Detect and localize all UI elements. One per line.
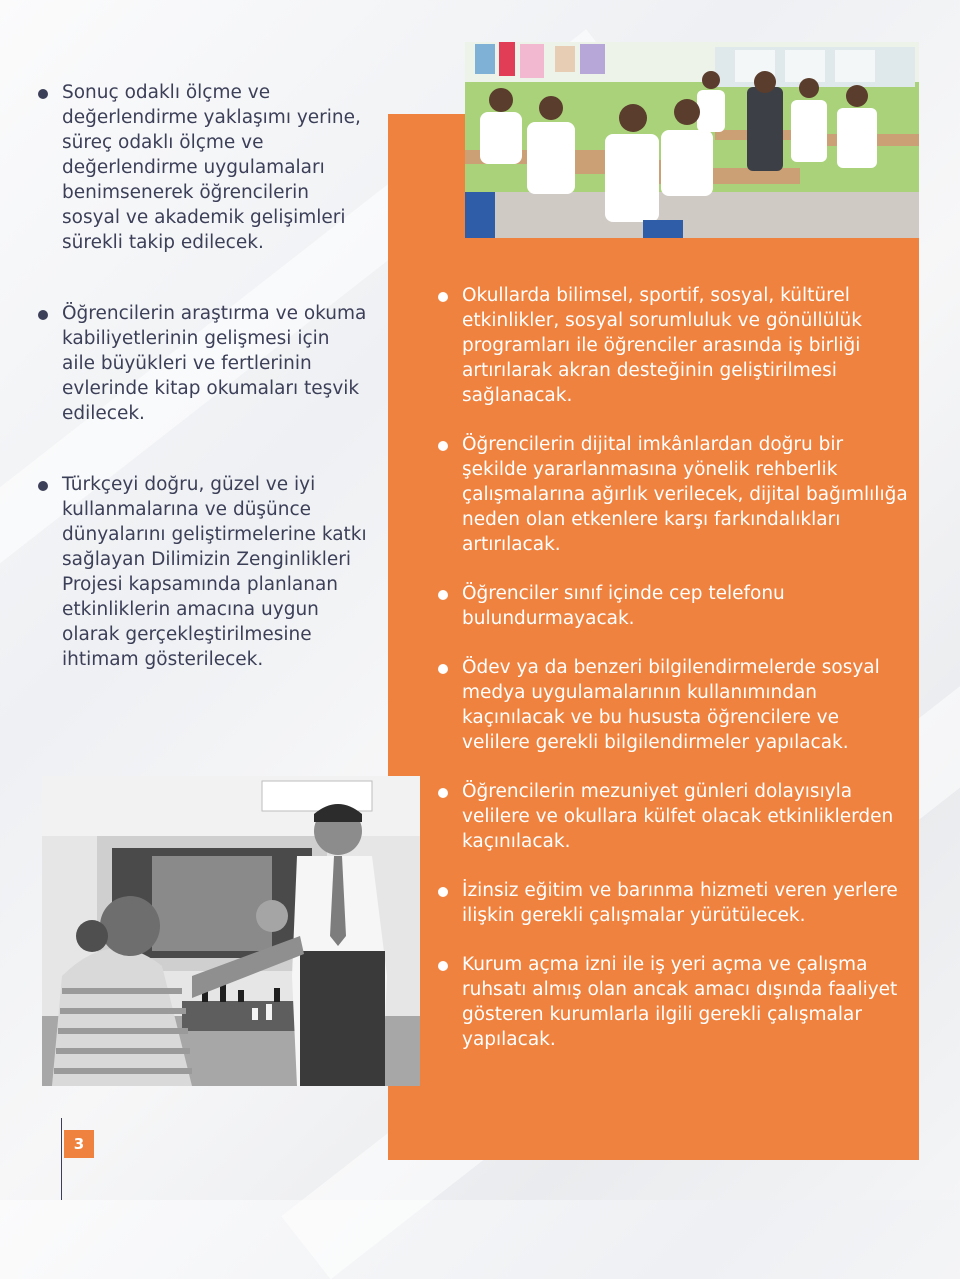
list-item: Öğrenciler sınıf içinde cep telefonu bulundurmayacak. bbox=[438, 581, 908, 631]
list-item: Sonuç odaklı ölçme ve değerlendirme yaklaşımı yerine, süreç odaklı ölçme ve değerlendirme uygulamaları benimsenerek öğrencilerin sosyal ve akademik gelişimleri sürekli takip edilecek. bbox=[38, 80, 368, 255]
list-item: Öğrencilerin araştırma ve okuma kabiliyetlerinin gelişmesi için aile büyükleri ve fertlerinin evlerinde kitap okumaları teşvik edilecek. bbox=[38, 301, 368, 426]
list-item: Türkçeyi doğru, güzel ve iyi kullanmalarına ve düşünce dünyalarını geliştirmelerine katkı sağlayan Dilimizin Zenginlikleri Projesi kapsamında planlanan etkinliklerin amacına uygun olarak gerçekleştirilmesine ihtimam gösterilecek. bbox=[38, 472, 368, 672]
chess-photo bbox=[42, 776, 420, 1086]
list-item: Öğrencilerin dijital imkânlardan doğru bir şekilde yararlanmasına yönelik rehberlik çalışmalarına ağırlık verilecek, dijital bağımlılığa neden olan etkenlere karşı farkındalıkları artırılacak. bbox=[438, 432, 908, 557]
page-number-badge: 3 bbox=[64, 1130, 94, 1158]
list-item: Kurum açma izni ile iş yeri açma ve çalışma ruhsatı almış olan ancak amacı dışında faaliyet gösteren kurumlarla ilgili gerekli çalışmalar yapılacak. bbox=[438, 952, 908, 1052]
list-item: İzinsiz eğitim ve barınma hizmeti veren yerlere ilişkin gerekli çalışmalar yürütülecek. bbox=[438, 878, 908, 928]
list-item: Okullarda bilimsel, sportif, sosyal, kültürel etkinlikler, sosyal sorumluluk ve gönüllülük programları ile öğrenciler arasında iş birliği artırılarak akran desteğinin geliştirilmesi sağlanacak. bbox=[438, 283, 908, 408]
page-number-divider bbox=[61, 1118, 62, 1200]
list-item: Öğrencilerin mezuniyet günleri dolayısıyla velilere ve okullara külfet olacak etkinliklerden kaçınılacak. bbox=[438, 779, 908, 854]
right-bullet-list bbox=[438, 283, 908, 1052]
left-bullet-list bbox=[38, 80, 368, 672]
classroom-photo bbox=[465, 42, 919, 238]
list-item: Ödev ya da benzeri bilgilendirmelerde sosyal medya uygulamalarının kullanımından kaçınılacak ve bu hususta öğrencilere ve velilere gerekli bilgilendirmeler yapılacak. bbox=[438, 655, 908, 755]
